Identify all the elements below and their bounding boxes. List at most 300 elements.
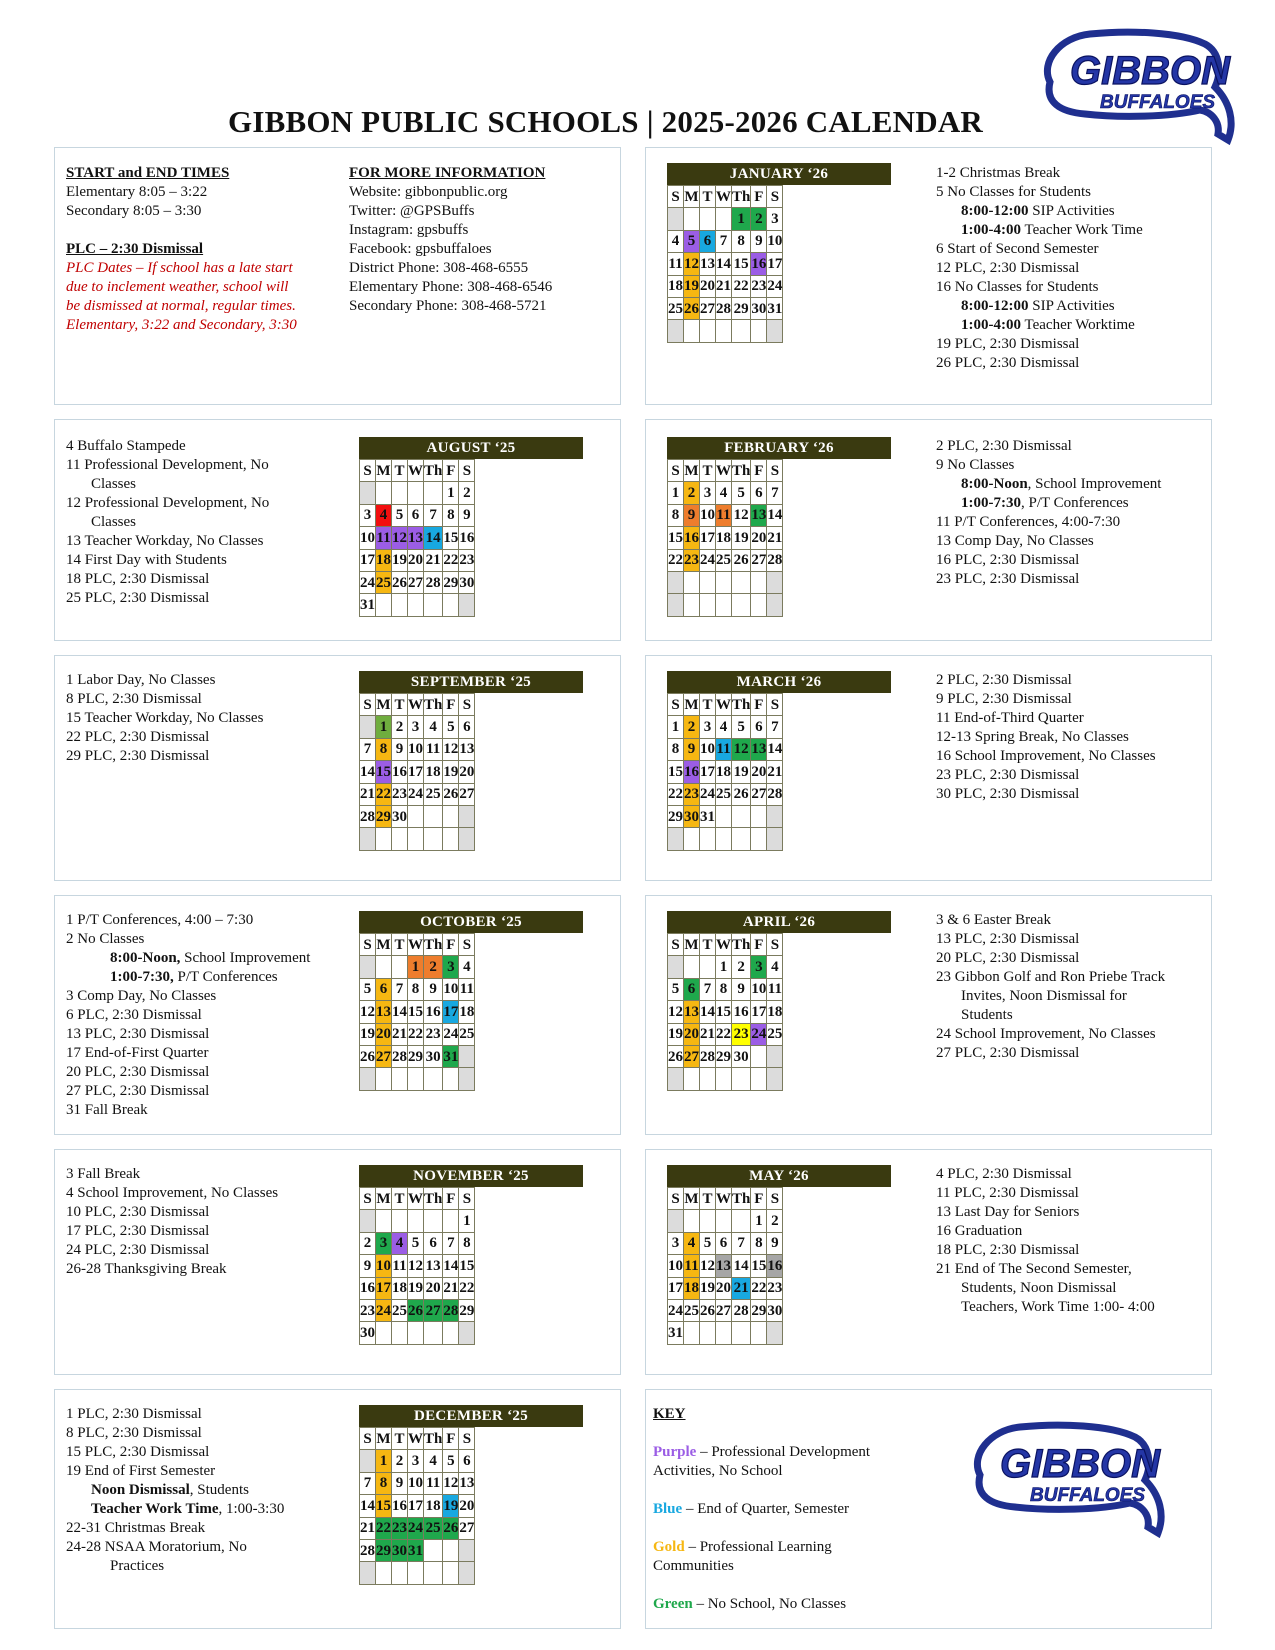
note-line: 6 Start of Second Semester xyxy=(936,241,1099,257)
day-cell: 19 xyxy=(408,1277,424,1299)
day-cell: 12 xyxy=(732,738,751,760)
note-bold: 8:00-Noon xyxy=(961,476,1028,492)
note-line xyxy=(936,202,1143,221)
day-cell: 2 xyxy=(360,1232,376,1254)
empty-day-cell xyxy=(459,1322,475,1344)
note-line: 13 Comp Day, No Classes xyxy=(936,533,1094,549)
day-cell: 16 xyxy=(684,527,700,549)
day-cell: 25 xyxy=(424,1517,443,1539)
note-line: 29 PLC, 2:30 Dismissal xyxy=(66,748,210,764)
day-cell: 9 xyxy=(424,978,443,1000)
note-line: 20 PLC, 2:30 Dismissal xyxy=(66,1064,210,1080)
calendar-month-header: MAY ‘26 xyxy=(667,1165,891,1187)
day-cell: 26 xyxy=(668,1045,684,1067)
empty-day-cell xyxy=(459,828,475,850)
day-cell: 18 xyxy=(424,761,443,783)
empty-day-cell xyxy=(700,208,716,230)
day-cell: 25 xyxy=(668,297,684,319)
note-text: , School Improvement xyxy=(1027,476,1162,492)
empty-day-cell xyxy=(700,1210,716,1232)
note-line: 1 PLC, 2:30 Dismissal xyxy=(66,1406,202,1422)
day-cell: 13 xyxy=(459,1472,475,1494)
day-cell: 9 xyxy=(684,738,700,760)
instagram-handle: Instagram: gpsbuffs xyxy=(349,222,469,238)
day-cell: 1 xyxy=(716,956,732,978)
note-line xyxy=(66,1500,284,1519)
weekday-header: S xyxy=(459,694,475,716)
empty-day-cell xyxy=(424,482,443,504)
day-cell: 20 xyxy=(408,549,424,571)
day-cell: 29 xyxy=(732,297,751,319)
day-cell: 23 xyxy=(684,549,700,571)
day-cell: 23 xyxy=(392,1517,408,1539)
day-cell: 22 xyxy=(459,1277,475,1299)
weekday-header: W xyxy=(716,186,732,208)
day-cell: 26 xyxy=(408,1299,424,1321)
day-cell: 11 xyxy=(684,1255,700,1277)
weekday-header: T xyxy=(392,1428,408,1450)
weekday-header: Th xyxy=(732,186,751,208)
weekday-header: S xyxy=(459,460,475,482)
day-cell: 14 xyxy=(443,1255,459,1277)
calendar-grid xyxy=(667,693,783,851)
day-cell: 9 xyxy=(767,1232,783,1254)
day-cell: 11 xyxy=(459,978,475,1000)
weekday-header: W xyxy=(408,934,424,956)
secondary-phone: Secondary Phone: 308-468-5721 xyxy=(349,298,547,314)
empty-day-cell xyxy=(700,320,716,342)
day-cell: 7 xyxy=(360,1472,376,1494)
empty-day-cell xyxy=(767,320,783,342)
day-cell: 2 xyxy=(767,1210,783,1232)
day-cell: 28 xyxy=(392,1045,408,1067)
day-cell: 23 xyxy=(459,549,475,571)
day-cell: 13 xyxy=(751,504,767,526)
day-cell: 28 xyxy=(732,1299,751,1321)
key-purple-label: Purple xyxy=(653,1444,697,1460)
empty-day-cell xyxy=(716,805,732,827)
day-cell: 25 xyxy=(716,783,732,805)
day-cell: 1 xyxy=(376,1450,392,1472)
facebook-handle: Facebook: gpsbuffaloes xyxy=(349,241,492,257)
empty-day-cell xyxy=(424,1322,443,1344)
day-cell: 10 xyxy=(668,1255,684,1277)
calendar-month-header: AUGUST ‘25 xyxy=(359,437,583,459)
empty-day-cell xyxy=(376,1562,392,1584)
note-line: 25 PLC, 2:30 Dismissal xyxy=(66,590,210,606)
day-cell: 9 xyxy=(459,504,475,526)
empty-day-cell xyxy=(392,1068,408,1090)
day-cell: 6 xyxy=(716,1232,732,1254)
day-cell: 15 xyxy=(408,1001,424,1023)
note-line: 4 Buffalo Stampede xyxy=(66,438,186,454)
day-cell: 17 xyxy=(360,549,376,571)
note-line: 21 End of The Second Semester, xyxy=(936,1261,1132,1277)
day-cell: 8 xyxy=(668,504,684,526)
empty-day-cell xyxy=(443,1210,459,1232)
weekday-header: M xyxy=(376,460,392,482)
day-cell: 3 xyxy=(700,482,716,504)
day-cell: 22 xyxy=(716,1023,732,1045)
weekday-header: S xyxy=(668,694,684,716)
day-cell: 17 xyxy=(443,1001,459,1023)
empty-day-cell xyxy=(684,1210,700,1232)
day-cell: 20 xyxy=(700,275,716,297)
day-cell: 11 xyxy=(716,738,732,760)
day-cell: 15 xyxy=(732,253,751,275)
day-cell: 16 xyxy=(392,761,408,783)
day-cell: 28 xyxy=(767,549,783,571)
note-text: School Improvement xyxy=(180,950,311,966)
day-cell: 10 xyxy=(376,1255,392,1277)
day-cell: 12 xyxy=(408,1255,424,1277)
note-line: 2 PLC, 2:30 Dismissal xyxy=(936,438,1072,454)
day-cell: 12 xyxy=(684,253,700,275)
note-line: 16 Graduation xyxy=(936,1223,1023,1239)
empty-day-cell xyxy=(684,828,700,850)
empty-day-cell xyxy=(360,1068,376,1090)
weekday-header: S xyxy=(767,1188,783,1210)
day-cell: 27 xyxy=(716,1299,732,1321)
october-notes xyxy=(66,911,310,1120)
empty-day-cell xyxy=(443,1539,459,1561)
empty-day-cell xyxy=(716,208,732,230)
note-bold: Teacher Work Time xyxy=(91,1501,219,1517)
april-notes xyxy=(936,911,1165,1063)
day-cell: 28 xyxy=(700,1045,716,1067)
empty-day-cell xyxy=(751,594,767,616)
empty-day-cell xyxy=(443,1562,459,1584)
more-info-heading: FOR MORE INFORMATION xyxy=(349,165,546,181)
day-cell: 17 xyxy=(767,253,783,275)
weekday-header: F xyxy=(751,186,767,208)
empty-day-cell xyxy=(700,571,716,593)
plc-note-line: be dismissed at normal, regular times. xyxy=(66,298,296,314)
weekday-header: W xyxy=(408,1188,424,1210)
weekday-header: Th xyxy=(732,694,751,716)
day-cell: 2 xyxy=(684,482,700,504)
note-line: Teachers, Work Time 1:00- 4:00 xyxy=(961,1299,1155,1315)
note-line: 23 Gibbon Golf and Ron Priebe Track xyxy=(936,969,1166,985)
day-cell: 16 xyxy=(360,1277,376,1299)
note-line: 15 PLC, 2:30 Dismissal xyxy=(66,1444,210,1460)
empty-day-cell xyxy=(424,1562,443,1584)
note-line: 26 PLC, 2:30 Dismissal xyxy=(936,355,1080,371)
times-heading: START and END TIMES xyxy=(66,165,230,181)
note-line: 16 School Improvement, No Classes xyxy=(936,748,1156,764)
day-cell: 10 xyxy=(751,978,767,1000)
note-line xyxy=(66,1481,284,1500)
day-cell: 7 xyxy=(732,1232,751,1254)
day-cell: 4 xyxy=(716,716,732,738)
note-line: 15 Teacher Workday, No Classes xyxy=(66,710,264,726)
empty-day-cell xyxy=(424,1539,443,1561)
empty-day-cell xyxy=(408,594,424,616)
day-cell: 30 xyxy=(392,1539,408,1561)
day-cell: 4 xyxy=(376,504,392,526)
weekday-header: T xyxy=(392,460,408,482)
key-gold-label: Gold xyxy=(653,1539,685,1555)
note-line: Invites, Noon Dismissal for xyxy=(961,988,1127,1004)
empty-day-cell xyxy=(376,1210,392,1232)
weekday-header: F xyxy=(751,934,767,956)
weekday-header: S xyxy=(767,460,783,482)
note-line: 8 PLC, 2:30 Dismissal xyxy=(66,691,202,707)
note-line: 10 PLC, 2:30 Dismissal xyxy=(66,1204,210,1220)
day-cell: 27 xyxy=(376,1045,392,1067)
logo-text-buffaloes: BUFFALOES xyxy=(1030,1485,1146,1506)
plc-note-line: PLC Dates – If school has a late start xyxy=(66,260,293,276)
weekday-header: S xyxy=(668,1188,684,1210)
empty-day-cell xyxy=(767,1045,783,1067)
day-cell: 28 xyxy=(443,1299,459,1321)
day-cell: 5 xyxy=(684,230,700,252)
day-cell: 3 xyxy=(700,716,716,738)
day-cell: 30 xyxy=(459,571,475,593)
empty-day-cell xyxy=(443,594,459,616)
day-cell: 22 xyxy=(376,1517,392,1539)
note-line: 11 P/T Conferences, 4:00-7:30 xyxy=(936,514,1121,530)
weekday-header: M xyxy=(376,1428,392,1450)
empty-day-cell xyxy=(751,1322,767,1344)
note-line: Classes xyxy=(91,514,136,530)
note-line: 26-28 Thanksgiving Break xyxy=(66,1261,227,1277)
empty-day-cell xyxy=(360,828,376,850)
note-text: SIP Activities xyxy=(1028,203,1115,219)
note-line: 1-2 Christmas Break xyxy=(936,165,1061,181)
weekday-header: F xyxy=(751,1188,767,1210)
empty-day-cell xyxy=(392,1562,408,1584)
day-cell: 12 xyxy=(392,527,408,549)
day-cell: 24 xyxy=(700,783,716,805)
day-cell: 17 xyxy=(376,1277,392,1299)
empty-day-cell xyxy=(684,1068,700,1090)
day-cell: 16 xyxy=(392,1495,408,1517)
day-cell: 19 xyxy=(443,761,459,783)
day-cell: 18 xyxy=(767,1001,783,1023)
weekday-header: T xyxy=(700,460,716,482)
weekday-header: W xyxy=(716,694,732,716)
note-line: 6 PLC, 2:30 Dismissal xyxy=(66,1007,202,1023)
day-cell: 6 xyxy=(751,482,767,504)
note-line xyxy=(936,475,1161,494)
day-cell: 24 xyxy=(767,275,783,297)
calendar-month-header: NOVEMBER ‘25 xyxy=(359,1165,583,1187)
day-cell: 12 xyxy=(700,1255,716,1277)
day-cell: 19 xyxy=(360,1023,376,1045)
weekday-header: S xyxy=(668,460,684,482)
empty-day-cell xyxy=(700,594,716,616)
weekday-header: F xyxy=(751,694,767,716)
note-line: 14 First Day with Students xyxy=(66,552,227,568)
calendar-month-header: FEBRUARY ‘26 xyxy=(667,437,891,459)
day-cell: 6 xyxy=(684,978,700,1000)
key-blue-label: Blue xyxy=(653,1501,683,1517)
day-cell: 29 xyxy=(443,571,459,593)
weekday-header: Th xyxy=(424,1188,443,1210)
weekday-header: T xyxy=(700,1188,716,1210)
day-cell: 26 xyxy=(443,1517,459,1539)
day-cell: 6 xyxy=(751,716,767,738)
note-line xyxy=(936,494,1161,513)
day-cell: 22 xyxy=(732,275,751,297)
day-cell: 10 xyxy=(767,230,783,252)
day-cell: 27 xyxy=(751,549,767,571)
calendar-month-header: SEPTEMBER ‘25 xyxy=(359,671,583,693)
day-cell: 1 xyxy=(732,208,751,230)
day-cell: 14 xyxy=(360,761,376,783)
day-cell: 29 xyxy=(376,1539,392,1561)
empty-day-cell xyxy=(732,594,751,616)
day-cell: 25 xyxy=(716,549,732,571)
empty-day-cell xyxy=(443,828,459,850)
day-cell: 14 xyxy=(360,1495,376,1517)
day-cell: 27 xyxy=(459,1517,475,1539)
empty-day-cell xyxy=(668,1068,684,1090)
empty-day-cell xyxy=(716,828,732,850)
day-cell: 22 xyxy=(668,549,684,571)
note-bold: 1:00-4:00 xyxy=(961,222,1021,238)
empty-day-cell xyxy=(424,1068,443,1090)
note-line: 22 PLC, 2:30 Dismissal xyxy=(66,729,210,745)
note-line: 30 PLC, 2:30 Dismissal xyxy=(936,786,1080,802)
day-cell: 1 xyxy=(376,716,392,738)
november-notes xyxy=(66,1165,278,1279)
logo-text-gibbon: GIBBON xyxy=(1070,49,1230,93)
empty-day-cell xyxy=(408,1322,424,1344)
empty-day-cell xyxy=(408,1210,424,1232)
day-cell: 14 xyxy=(732,1255,751,1277)
day-cell: 16 xyxy=(732,1001,751,1023)
day-cell: 23 xyxy=(751,275,767,297)
empty-day-cell xyxy=(751,805,767,827)
color-key xyxy=(653,1405,870,1614)
weekday-header: F xyxy=(443,1188,459,1210)
day-cell: 9 xyxy=(751,230,767,252)
weekday-header: S xyxy=(668,934,684,956)
website-link[interactable]: Website: gibbonpublic.org xyxy=(349,184,508,200)
empty-day-cell xyxy=(767,594,783,616)
empty-day-cell xyxy=(459,1045,475,1067)
day-cell: 28 xyxy=(716,297,732,319)
day-cell: 27 xyxy=(684,1045,700,1067)
note-bold: Noon Dismissal xyxy=(91,1482,190,1498)
empty-day-cell xyxy=(424,594,443,616)
day-cell: 15 xyxy=(716,1001,732,1023)
day-cell: 11 xyxy=(767,978,783,1000)
day-cell: 3 xyxy=(376,1232,392,1254)
calendar-grid xyxy=(359,693,475,851)
note-line: 23 PLC, 2:30 Dismissal xyxy=(936,767,1080,783)
day-cell: 13 xyxy=(751,738,767,760)
gibbon-buffaloes-logo xyxy=(1030,22,1240,152)
empty-day-cell xyxy=(459,1562,475,1584)
day-cell: 18 xyxy=(684,1277,700,1299)
day-cell: 11 xyxy=(424,1472,443,1494)
weekday-header: F xyxy=(751,460,767,482)
empty-day-cell xyxy=(684,320,700,342)
day-cell: 7 xyxy=(392,978,408,1000)
empty-day-cell xyxy=(732,1068,751,1090)
empty-day-cell xyxy=(408,1562,424,1584)
key-purple-text2: Activities, No School xyxy=(653,1463,783,1479)
empty-day-cell xyxy=(751,571,767,593)
day-cell: 7 xyxy=(767,482,783,504)
key-blue-text: – End of Quarter, Semester xyxy=(682,1501,850,1517)
day-cell: 2 xyxy=(424,956,443,978)
day-cell: 28 xyxy=(767,783,783,805)
day-cell: 6 xyxy=(459,1450,475,1472)
day-cell: 3 xyxy=(668,1232,684,1254)
weekday-header: M xyxy=(684,186,700,208)
calendar-grid xyxy=(359,1427,475,1585)
empty-day-cell xyxy=(684,208,700,230)
calendar-grid xyxy=(359,459,475,617)
day-cell: 21 xyxy=(700,1023,716,1045)
day-cell: 14 xyxy=(716,253,732,275)
note-bold: 1:00-7:30 xyxy=(961,495,1021,511)
weekday-header: Th xyxy=(424,460,443,482)
weekday-header: M xyxy=(684,1188,700,1210)
weekday-header: S xyxy=(459,934,475,956)
empty-day-cell xyxy=(376,482,392,504)
plc-heading: PLC – 2:30 Dismissal xyxy=(66,241,204,257)
empty-day-cell xyxy=(376,1322,392,1344)
day-cell: 21 xyxy=(716,275,732,297)
day-cell: 15 xyxy=(376,761,392,783)
day-cell: 21 xyxy=(392,1023,408,1045)
day-cell: 24 xyxy=(668,1299,684,1321)
weekday-header: F xyxy=(443,1428,459,1450)
empty-day-cell xyxy=(732,828,751,850)
day-cell: 24 xyxy=(751,1023,767,1045)
day-cell: 16 xyxy=(684,761,700,783)
day-cell: 30 xyxy=(767,1299,783,1321)
day-cell: 21 xyxy=(443,1277,459,1299)
day-cell: 12 xyxy=(443,1472,459,1494)
february-notes xyxy=(936,437,1161,589)
day-cell: 13 xyxy=(408,527,424,549)
day-cell: 28 xyxy=(424,571,443,593)
day-cell: 7 xyxy=(716,230,732,252)
day-cell: 5 xyxy=(700,1232,716,1254)
empty-day-cell xyxy=(668,594,684,616)
note-text: , Students xyxy=(189,1482,249,1498)
day-cell: 10 xyxy=(443,978,459,1000)
note-line: 19 PLC, 2:30 Dismissal xyxy=(936,336,1080,352)
day-cell: 4 xyxy=(392,1232,408,1254)
day-cell: 4 xyxy=(716,482,732,504)
day-cell: 12 xyxy=(732,504,751,526)
day-cell: 24 xyxy=(408,1517,424,1539)
note-text: P/T Conferences xyxy=(173,969,278,985)
day-cell: 26 xyxy=(732,783,751,805)
weekday-header: W xyxy=(716,460,732,482)
day-cell: 23 xyxy=(767,1277,783,1299)
day-cell: 10 xyxy=(408,1472,424,1494)
march-notes xyxy=(936,671,1156,804)
day-cell: 29 xyxy=(751,1299,767,1321)
day-cell: 20 xyxy=(716,1277,732,1299)
day-cell: 24 xyxy=(360,571,376,593)
day-cell: 9 xyxy=(392,738,408,760)
day-cell: 13 xyxy=(716,1255,732,1277)
day-cell: 7 xyxy=(360,738,376,760)
day-cell: 16 xyxy=(459,527,475,549)
day-cell: 22 xyxy=(668,783,684,805)
empty-day-cell xyxy=(716,1322,732,1344)
day-cell: 13 xyxy=(684,1001,700,1023)
